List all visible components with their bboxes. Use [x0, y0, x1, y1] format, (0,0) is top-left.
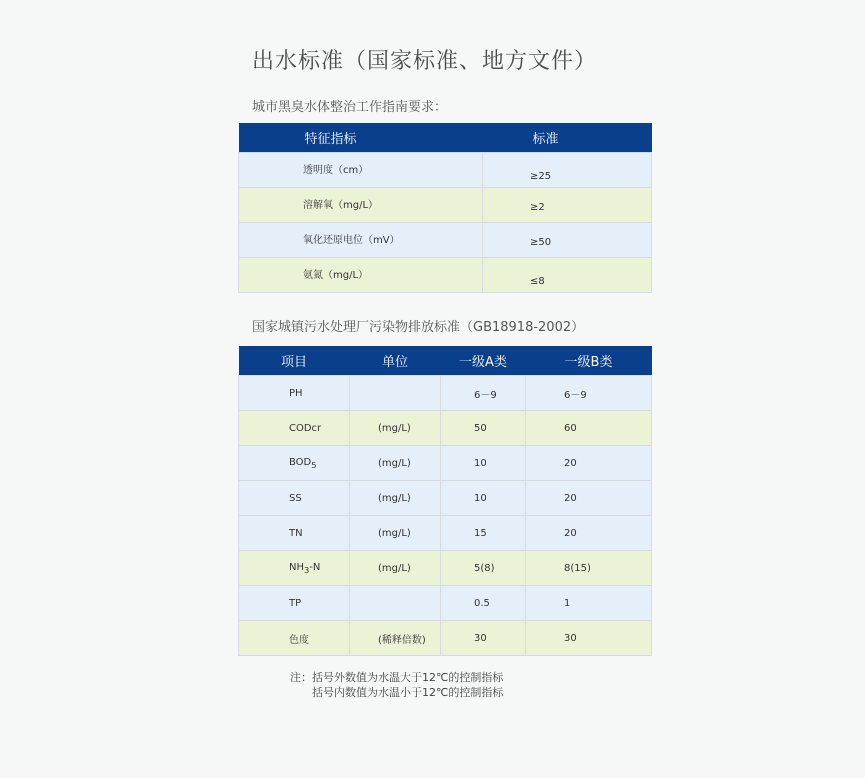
table-row	[239, 258, 652, 293]
section-title-guideline: 城市黑臭水体整治工作指南要求：	[252, 100, 448, 115]
class-b-value: 20	[526, 481, 652, 516]
table-row	[239, 586, 652, 621]
table-row	[239, 516, 652, 551]
item-name: TP	[239, 586, 350, 621]
class-b-value: 60	[526, 411, 652, 446]
item-unit: (mg/L)	[350, 411, 441, 446]
table-header-row	[239, 346, 652, 376]
header-unit: 单位	[350, 346, 441, 376]
item-subscript: 3	[304, 564, 310, 575]
class-a-value: 10	[441, 481, 526, 516]
class-a-value: 15	[441, 516, 526, 551]
table-row	[239, 551, 652, 586]
class-b-value: 6－9	[526, 376, 652, 411]
indicator-value: ≥50	[483, 223, 652, 258]
indicator-name: 透明度（cm）	[239, 153, 483, 188]
page-title: 出水标准（国家标准、地方文件）	[252, 49, 598, 74]
table-row	[239, 188, 652, 223]
footnote-line-2: 括号内数值为水温小于12℃的控制指标	[312, 686, 504, 699]
footnote-line-1: 括号外数值为水温大于12℃的控制指标	[312, 671, 504, 684]
item-subscript: 5	[311, 459, 317, 470]
item-unit: (mg/L)	[350, 446, 441, 481]
item-name: SS	[239, 481, 350, 516]
table-row	[239, 621, 652, 656]
indicator-value: ≥25	[483, 153, 652, 188]
item-name: $BOD_5$	[239, 446, 350, 481]
indicator-value: ≥2	[483, 188, 652, 223]
table-header-row	[239, 123, 652, 153]
table-row	[239, 446, 652, 481]
header-indicator: 特征指标	[239, 123, 483, 153]
header-class-b: 一级B类	[526, 346, 652, 376]
class-a-value: 0.5	[441, 586, 526, 621]
table-row	[239, 481, 652, 516]
class-a-value: 10	[441, 446, 526, 481]
footnote-label: 注：	[290, 671, 312, 684]
indicator-name: 氧化还原电位（mV）	[239, 223, 483, 258]
item-unit	[350, 586, 441, 621]
item-name: $NH_3-N$	[239, 551, 350, 586]
footnote	[290, 670, 503, 700]
class-a-value: 30	[441, 621, 526, 656]
indicator-name: 氨氮（mg/L）	[239, 258, 483, 293]
class-a-value: 50	[441, 411, 526, 446]
discharge-standard-table	[238, 346, 652, 656]
class-a-value: 6－9	[441, 376, 526, 411]
class-b-value: 30	[526, 621, 652, 656]
item-name: PH	[239, 376, 350, 411]
header-standard: 标准	[483, 123, 652, 153]
item-unit: (稀释倍数)	[350, 621, 441, 656]
table-row	[239, 153, 652, 188]
indicator-value: ≤8	[483, 258, 652, 293]
item-name: CODcr	[239, 411, 350, 446]
header-item: 项目	[239, 346, 350, 376]
item-unit: (mg/L)	[350, 551, 441, 586]
item-name: TN	[239, 516, 350, 551]
table-row	[239, 223, 652, 258]
item-unit: (mg/L)	[350, 516, 441, 551]
header-class-a: 一级A类	[441, 346, 526, 376]
class-b-value: 20	[526, 516, 652, 551]
item-unit: (mg/L)	[350, 481, 441, 516]
class-b-value: 1	[526, 586, 652, 621]
indicator-name: 溶解氧（mg/L）	[239, 188, 483, 223]
guideline-table	[238, 123, 652, 293]
table-row	[239, 376, 652, 411]
class-a-value: 5(8)	[441, 551, 526, 586]
section-title-national-standard: 国家城镇污水处理厂污染物排放标准（GB18918-2002）	[252, 320, 585, 335]
table-row	[239, 411, 652, 446]
class-b-value: 8(15)	[526, 551, 652, 586]
item-name: 色度	[239, 621, 350, 656]
item-unit	[350, 376, 441, 411]
class-b-value: 20	[526, 446, 652, 481]
